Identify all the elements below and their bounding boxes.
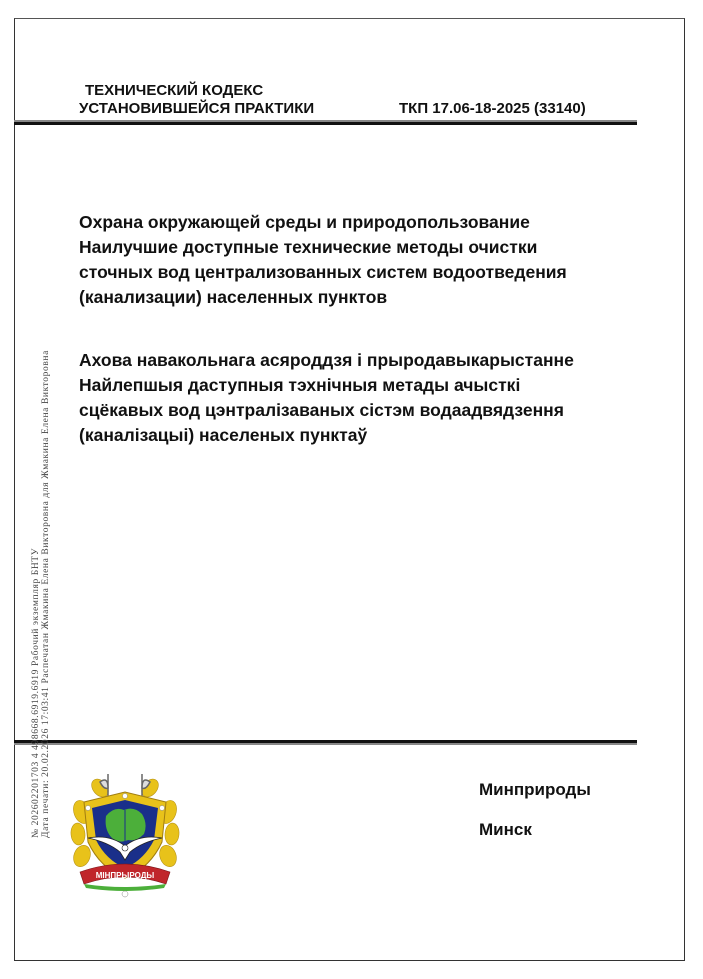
footer-divider: [14, 740, 637, 745]
header-divider: [14, 120, 637, 125]
title-ru-line: Охрана окружающей среды и природопользование: [79, 212, 530, 232]
title-ru-line: Наилучшие доступные технические методы очистки: [79, 237, 538, 257]
title-ru-line: (канализации) населенных пунктов: [79, 287, 388, 307]
watermark-line-2: Дата печати: 20.02.2026 17:03:41 Распечатан Жмакина Елена Викторовна для Жмакина Елена Викторовна: [41, 350, 51, 838]
title-by-line: (каналізацыі) населеных пунктаў: [79, 425, 368, 445]
publisher-name: Минприроды: [479, 780, 591, 799]
watermark-line-1: № 202602201703 4 498668.6919.6919 Рабочий экземпляр БНТУ: [31, 547, 41, 838]
header-line-2: УСТАНОВИВШЕЙСЯ ПРАКТИКИ: [79, 100, 315, 117]
document-code: ТКП 17.06-18-2025 (33140): [399, 100, 586, 117]
title-belarusian: [79, 348, 574, 448]
title-by-line: Найлепшыя даступныя тэхнічныя метады ачысткі: [79, 375, 521, 395]
emblem-ribbon-text: МІНПРЫРОДЫ: [95, 871, 155, 880]
title-by-line: сцёкавых вод цэнтралізаваных сістэм водаадвядзення: [79, 400, 564, 420]
header-line-1: ТЕХНИЧЕСКИЙ КОДЕКС: [85, 82, 264, 99]
print-watermark: [31, 350, 51, 838]
title-by-line: Ахова навакольнага асяроддзя і прыродавыкарыстанне: [79, 350, 574, 370]
publisher-city: Минск: [479, 820, 532, 839]
title-ru-line: сточных вод централизованных систем водоотведения: [79, 262, 567, 282]
ministry-emblem-icon: [70, 772, 180, 898]
title-russian: [79, 210, 567, 310]
